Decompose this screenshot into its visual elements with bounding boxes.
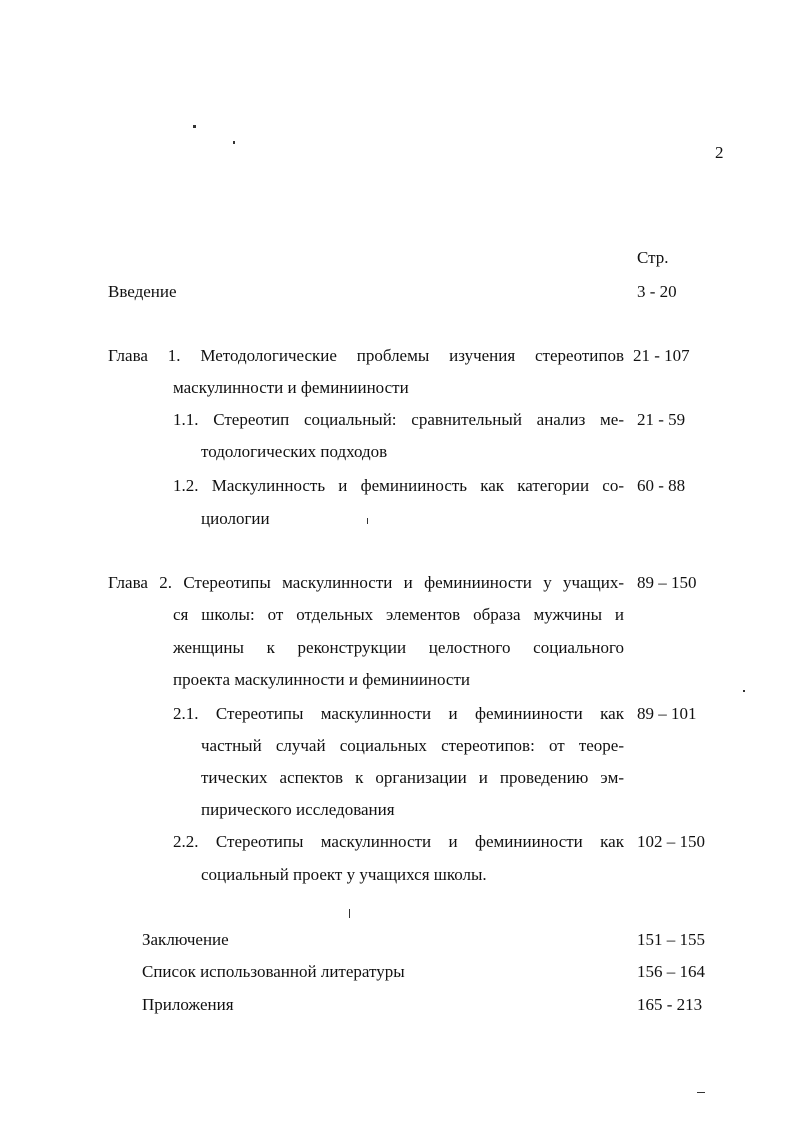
- scan-speck: [697, 1092, 705, 1093]
- toc-conclusion-title: Заключение: [142, 930, 229, 949]
- toc-section-2-1-pages: 89 – 101: [637, 704, 697, 723]
- toc-references-pages: 156 – 164: [637, 962, 705, 981]
- toc-chapter2-line-1: Глава 2. Стереотипы маскулинности и феминииности у учащих-: [108, 573, 624, 592]
- toc-chapter2-line-2: ся школы: от отдельных элементов образа мужчины и: [173, 605, 624, 624]
- toc-section-1-1-line-1: 1.1. Стереотип социальный: сравнительный анализ ме-: [173, 410, 624, 429]
- toc-section-1-2-line-1: 1.2. Маскулинность и феминииность как категории со-: [173, 476, 624, 495]
- toc-section-2-2-line-1: 2.2. Стереотипы маскулинности и феминииности как: [173, 832, 624, 851]
- toc-section-1-2-pages: 60 - 88: [637, 476, 686, 495]
- toc-section-1-1-pages: 21 - 59: [637, 410, 686, 429]
- toc-intro-pages: 3 - 20: [637, 282, 677, 301]
- page-number: 2: [715, 143, 724, 162]
- scan-speck: [233, 141, 235, 144]
- toc-appendices-title: Приложения: [142, 995, 234, 1014]
- toc-chapter2-pages: 89 – 150: [637, 573, 697, 592]
- scan-speck: [349, 909, 350, 918]
- toc-section-2-1-line-2: частный случай социальных стереотипов: от теоре-: [201, 736, 624, 755]
- toc-references-title: Список использованной литературы: [142, 962, 405, 981]
- toc-chapter1-pages: 21 - 107: [633, 346, 690, 365]
- toc-section-2-1-line-1: 2.1. Стереотипы маскулинности и феминииности как: [173, 704, 624, 723]
- scan-speck: [193, 125, 196, 128]
- toc-appendices-pages: 165 - 213: [637, 995, 703, 1014]
- toc-section-2-1-line-3: тических аспектов к организации и проведению эм-: [201, 768, 624, 787]
- scan-speck: [367, 518, 368, 524]
- toc-section-1-1-line-2: тодологических подходов: [201, 442, 388, 461]
- toc-chapter1-line-2: маскулинности и феминииности: [173, 378, 409, 397]
- toc-chapter2-line-3: женщины к реконструкции целостного социального: [173, 638, 624, 657]
- toc-chapter1-line-1: Глава 1. Методологические проблемы изучения стереотипов: [108, 346, 624, 365]
- toc-section-2-1-line-4: пирического исследования: [201, 800, 395, 819]
- toc-section-2-2-pages: 102 – 150: [637, 832, 705, 851]
- toc-section-1-2-line-2: циологии: [201, 509, 270, 528]
- toc-chapter2-line-4: проекта маскулинности и феминииности: [173, 670, 470, 689]
- toc-intro-title: Введение: [108, 282, 177, 301]
- toc-section-2-2-line-2: социальный проект у учащихся школы.: [201, 865, 487, 884]
- toc-conclusion-pages: 151 – 155: [637, 930, 705, 949]
- scan-speck: [743, 690, 745, 692]
- pages-column-header: Стр.: [637, 248, 669, 267]
